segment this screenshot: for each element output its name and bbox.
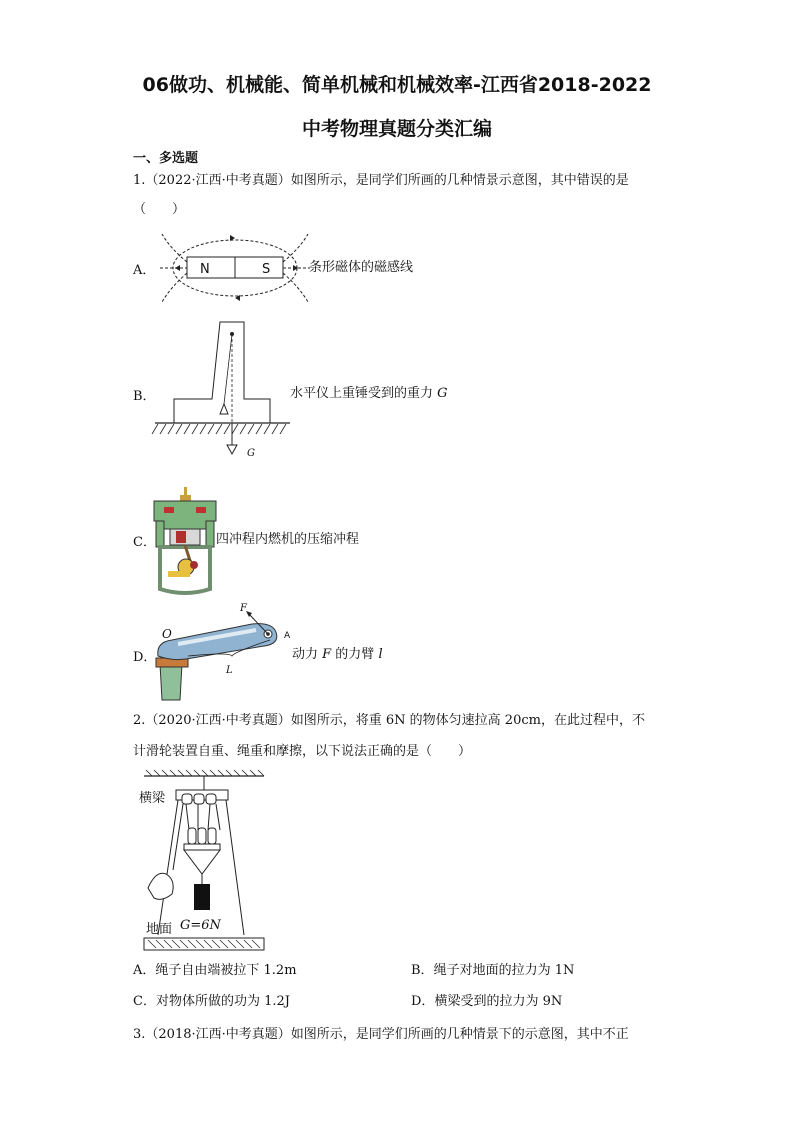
q2-option-d-letter: D． <box>411 994 435 1009</box>
level-gauge-figure <box>152 318 292 463</box>
q2-option-a-text: 绳子自由端被拉下 1.2m <box>155 963 297 978</box>
q3-stem: 3.（2018·江西·中考真题）如图所示，是同学们所画的几种情景下的示意图，其中不正 <box>133 1027 629 1042</box>
q2-option-d-text: 横梁受到的拉力为 9N <box>434 994 563 1009</box>
q1-option-c-letter: C． <box>133 535 156 550</box>
q2-option-b-text: 绳子对地面的拉力为 1N <box>433 963 575 978</box>
q1-option-d-caption <box>292 646 383 664</box>
q2-stem-line1: 2.（2020·江西·中考真题）如图所示，将重 6N 的物体匀速拉高 20cm，在此过程中，不 <box>133 713 645 728</box>
q2-option-b <box>411 962 574 980</box>
doc-title-line2: 中考物理真题分类汇编 <box>301 118 492 140</box>
opener-l-label: L <box>226 665 233 676</box>
q1-paren: （ ） <box>133 202 186 217</box>
q1-option-d-letter: D． <box>133 650 157 665</box>
q2-option-b-letter: B． <box>411 963 434 978</box>
q1-option-d-caption-text2: 的力臂 <box>331 647 379 662</box>
section-heading: 一、多选题 <box>133 151 199 166</box>
q1-option-b-caption <box>290 385 448 403</box>
magnet-s-label: S <box>262 262 271 277</box>
q2-option-a <box>133 962 297 980</box>
q1-option-b-letter: B． <box>133 389 156 404</box>
q1-option-b-caption-var: G <box>437 386 448 401</box>
engine-figure <box>150 485 220 595</box>
magnet-field-figure <box>150 228 320 308</box>
pulley-beam-label: 横梁 <box>139 791 166 806</box>
q1-option-d-caption-text1: 动力 <box>292 647 323 662</box>
opener-a-label: A <box>284 631 291 641</box>
q2-option-c <box>133 993 290 1011</box>
q2-stem-line2: 计滑轮装置自重、绳重和摩擦，以下说法正确的是（ ） <box>133 744 472 759</box>
bottle-opener-figure <box>152 600 292 700</box>
q2-option-c-text: 对物体所做的功为 1.2J <box>155 994 290 1009</box>
magnet-n-label: N <box>200 262 210 277</box>
q1-option-d-caption-var1: F <box>322 647 332 662</box>
pulley-ground-label: 地面 <box>146 922 173 937</box>
opener-f-label: F <box>240 603 247 614</box>
q2-option-c-letter: C． <box>133 994 156 1009</box>
q1-stem: 1.（2022·江西·中考真题）如图所示，是同学们所画的几种情景示意图，其中错误的是 <box>133 173 629 188</box>
q1-option-d-caption-var2: l <box>378 647 383 662</box>
q1-option-c-caption: 四冲程内燃机的压缩冲程 <box>216 532 360 547</box>
q1-option-a-letter: A． <box>133 263 156 278</box>
q1-option-a-caption: 条形磁体的磁感线 <box>309 260 414 275</box>
q1-option-b-caption-text: 水平仪上重锤受到的重力 <box>290 386 438 401</box>
doc-title-line1: 06做功、机械能、简单机械和机械效率-江西省2018-2022 <box>142 74 652 96</box>
level-gauge-g-label: G <box>247 448 255 459</box>
q2-option-a-letter: A． <box>133 963 156 978</box>
q2-option-d <box>411 993 562 1011</box>
pulley-weight-label: G=6N <box>180 918 221 933</box>
opener-o-label: O <box>162 627 172 641</box>
